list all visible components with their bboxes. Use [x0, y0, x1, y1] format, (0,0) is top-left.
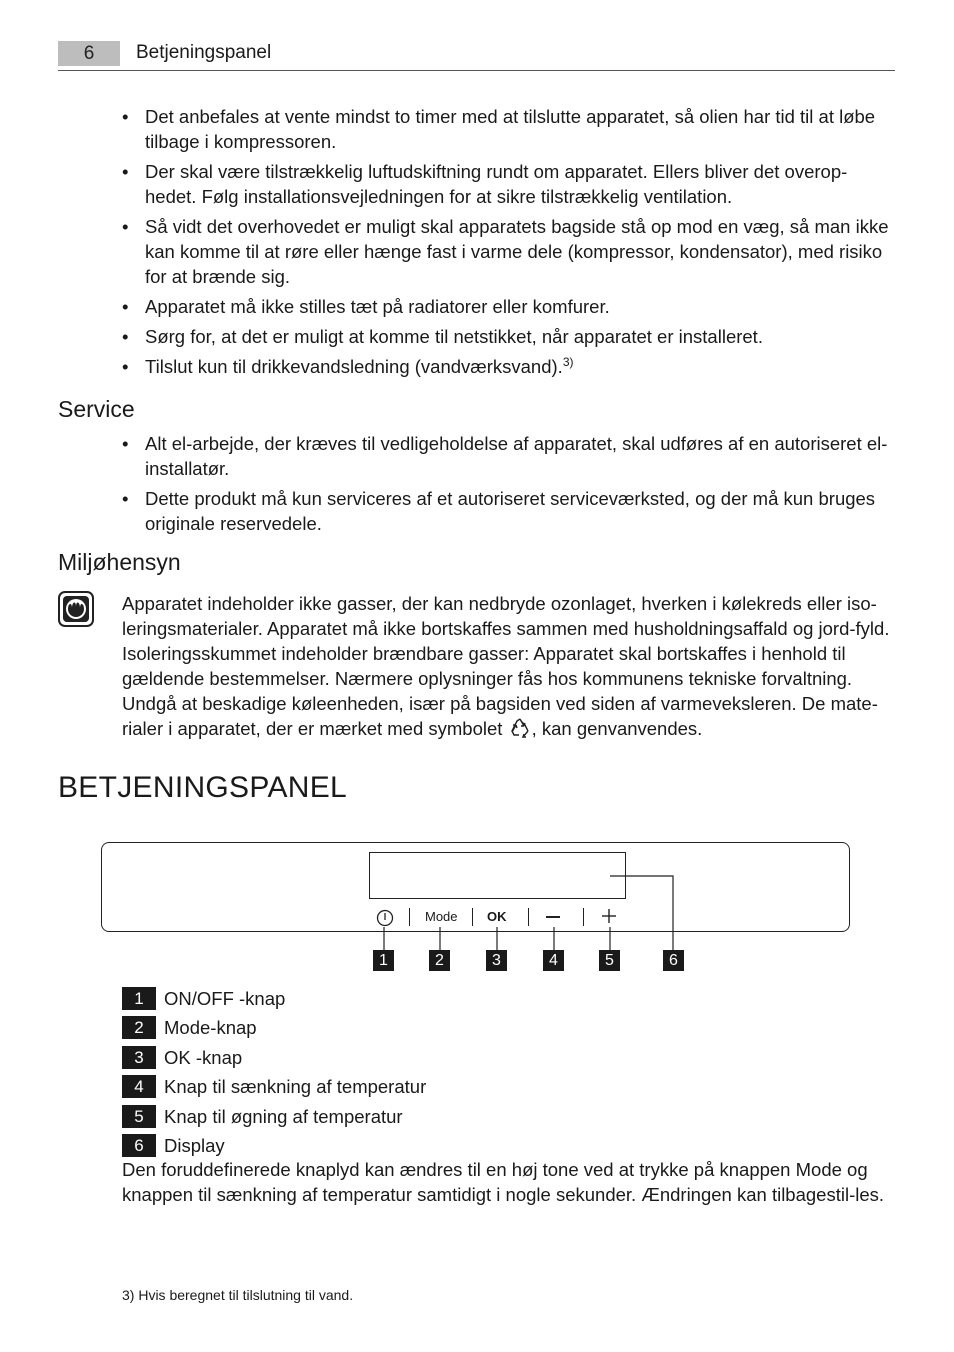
legend-number: 4: [122, 1075, 156, 1098]
list-item: • Dette produkt må kun serviceres af et autoriseret serviceværksted, og der må kun bruges originale reservedele.: [122, 488, 876, 534]
legend-label: ON/OFF -knap: [164, 988, 286, 1009]
service-heading: Service: [58, 396, 135, 422]
legend-number: 5: [122, 1105, 156, 1128]
list-item: • Det anbefales at vente mindst to timer med at tilslutte apparatet, så olien har tid til at løbe tilbage i kompressoren.: [122, 106, 876, 152]
list-item: • Der skal være tilstrækkelig luftudskiftning rundt om apparatet. Ellers bliver det overop-hedet. Følg installationsvejledningen for at sikre tilstrækkelig ventilation.: [122, 161, 848, 207]
header-title: Betjeningspanel: [136, 42, 272, 63]
footnote-ref: 3): [562, 354, 574, 369]
legend-label: Display: [164, 1135, 225, 1156]
callout-5: 5: [599, 950, 620, 971]
legend-number: 1: [122, 987, 156, 1010]
legend-label: Knap til sænkning af temperatur: [164, 1076, 427, 1097]
legend-number: 3: [122, 1046, 156, 1069]
page-number: 6: [58, 41, 120, 66]
callout-6: 6: [663, 950, 684, 971]
environment-heading: Miljøhensyn: [58, 549, 181, 575]
list-item: • Apparatet må ikke stilles tæt på radiatorer eller komfurer.: [122, 296, 610, 317]
body-paragraph: Den foruddefinerede knaplyd kan ændres til en høj tone ved at trykke på knappen Mode og knappen til sænkning af temperatur samtidigt i nogle sekunder. Ændringen kan tilbagestil-les.: [122, 1159, 885, 1205]
callout-3: 3: [486, 950, 507, 971]
list-item: • Tilslut kun til drikkevandsledning (vandværksvand).$^{3)}$: [122, 354, 574, 377]
callout-2: 2: [429, 950, 450, 971]
list-item: • Sørg for, at det er muligt at komme til netstikket, når apparatet er installeret.: [122, 326, 763, 347]
legend-label: Mode-knap: [164, 1017, 257, 1038]
legend-number: 6: [122, 1134, 156, 1157]
mode-button: Mode: [425, 909, 458, 924]
callout-4: 4: [543, 950, 564, 971]
legend-number: 2: [122, 1016, 156, 1039]
environment-text: Apparatet indeholder ikke gasser, der kan nedbryde ozonlaget, hverken i kølekreds eller iso-leringsmaterialer. Apparatet må ikke bortskaffes sammen med husholdningsaffald og jord-fyld. Isoleringsskummet indeholder brændbare gasser: Apparatet skal bortskaffes i henhold til gældende bestemmelser. Nærmere oplysninger fås hos kommunens tekniske forvaltning. Undgå at beskadige køleenheden, især på bagsiden ved siden af varmeveksleren. De mate-rialer i apparatet, der er mærket med symbolet , kan genvanvendes.: [122, 593, 890, 739]
legend-label: Knap til øgning af temperatur: [164, 1106, 403, 1127]
callout-1: 1: [373, 950, 394, 971]
footnote: 3) Hvis beregnet til tilslutning til vand.: [122, 1287, 354, 1303]
list-item: • Så vidt det overhovedet er muligt skal apparatets bagside stå op mod en væg, så man ikke kan komme til at røre eller hænge fast i varme dele (kompressor, kondensator), med risiko for at brænde sig.: [122, 216, 889, 287]
ok-button: OK: [487, 909, 507, 924]
legend-label: OK -knap: [164, 1047, 243, 1068]
section-title: BETJENINGSPANEL: [58, 771, 348, 804]
list-item: • Alt el-arbejde, der kræves til vedligeholdelse af apparatet, skal udføres af en autoriseret el-installatør.: [122, 433, 888, 479]
